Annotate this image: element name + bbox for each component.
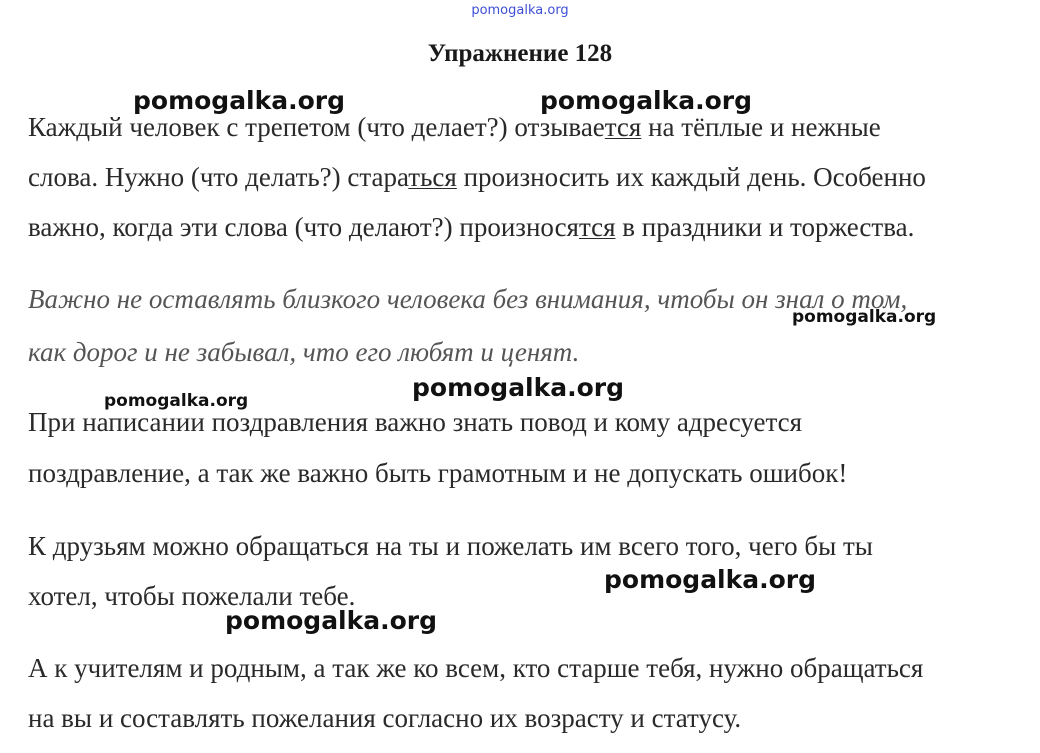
text-segment: произносить их каждый день. Особенно — [456, 162, 926, 192]
underlined-ending: ться — [408, 162, 457, 192]
text-segment: слова. Нужно (что делать?) стара — [28, 162, 409, 192]
watermark: pomogalka.org — [792, 307, 937, 327]
paragraph-5-line-2: на вы и составлять пожелания согласно их возрасту и статусу. — [28, 703, 742, 733]
text-segment: важно, когда эти слова (что делают?) произнося — [28, 212, 579, 242]
watermark: pomogalka.org — [604, 565, 817, 594]
watermark: pomogalka.org — [104, 391, 249, 411]
paragraph-4-line-2: хотел, чтобы пожелали тебе. — [28, 581, 356, 611]
underlined-ending: тся — [604, 112, 642, 142]
paragraph-3-line-2: поздравление, а так же важно быть грамотным и не допускать ошибок! — [28, 458, 848, 488]
text-segment: Каждый человек с трепетом (что делает?) отзывае — [28, 112, 605, 142]
text-segment: в праздники и торжества. — [615, 212, 915, 242]
text-segment: на тёплые и нежные — [641, 112, 881, 142]
underlined-ending: тся — [578, 212, 616, 242]
paragraph-2-line-2: как дорог и не забывал, что его любят и ценят. — [28, 337, 580, 367]
watermark: pomogalka.org — [540, 86, 753, 115]
watermark: pomogalka.org — [412, 373, 625, 402]
paragraph-3-line-1: При написании поздравления важно знать повод и кому адресуется — [28, 407, 802, 437]
page-title: Упражнение 128 — [427, 40, 613, 67]
paragraph-4-line-1: К друзьям можно обращаться на ты и пожелать им всего того, чего бы ты — [28, 531, 873, 561]
paragraph-5-line-1: А к учителям и родным, а так же ко всем, кто старше тебя, нужно обращаться — [28, 653, 924, 683]
paragraph-1-line-3 — [28, 214, 914, 241]
top-watermark: pomogalka.org — [471, 3, 569, 18]
paragraph-1-line-2 — [28, 164, 926, 191]
watermark: pomogalka.org — [133, 86, 346, 115]
watermark: pomogalka.org — [225, 606, 438, 635]
paragraph-2-line-1: Важно не оставлять близкого человека без внимания, чтобы он знал о том, — [28, 284, 908, 314]
paragraph-1-line-1 — [28, 114, 881, 141]
